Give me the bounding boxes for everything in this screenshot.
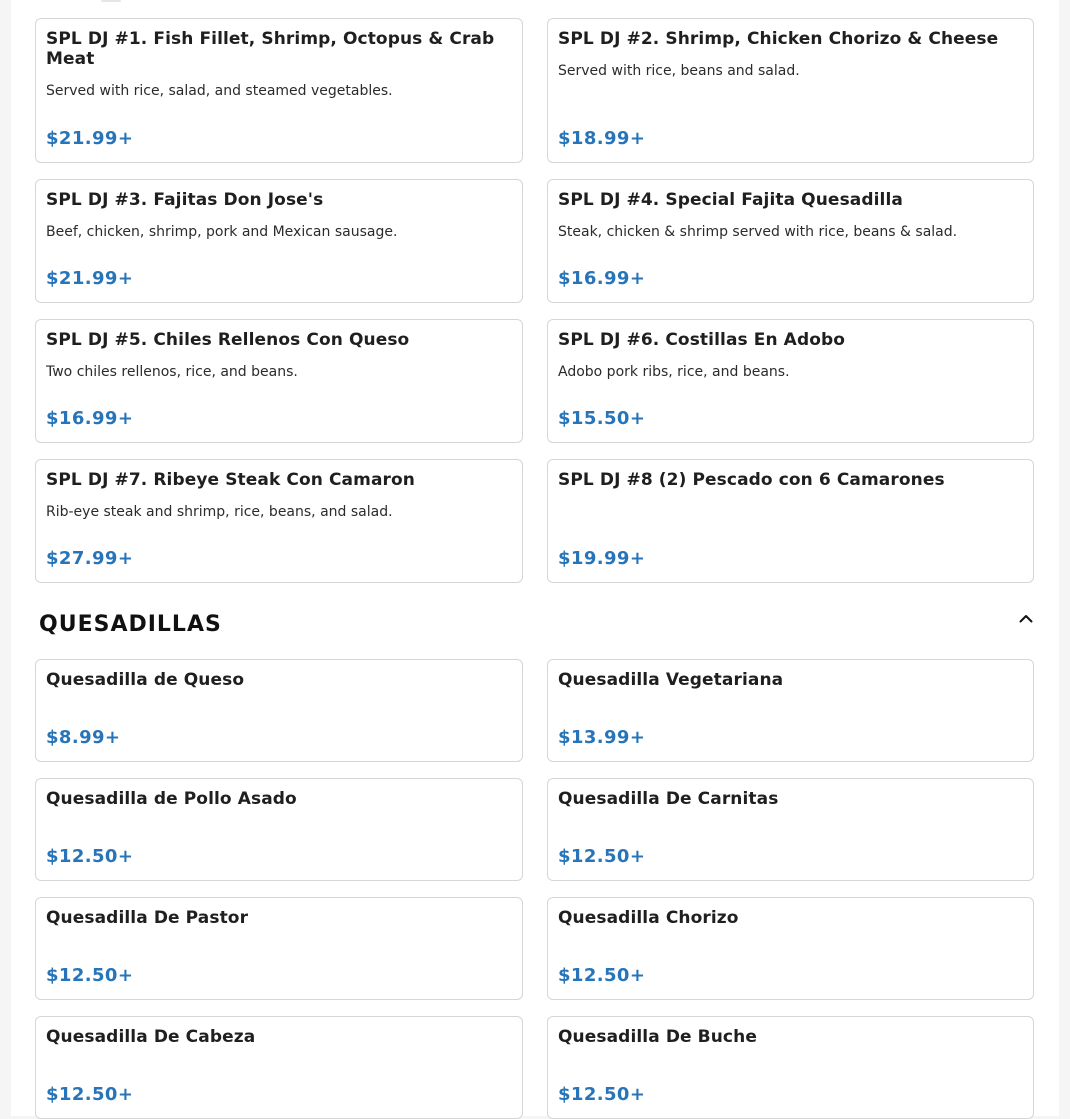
menu-item-card[interactable]	[35, 179, 523, 303]
item-price: $12.50+	[558, 1084, 646, 1105]
item-price: $16.99+	[558, 268, 646, 289]
item-title: Quesadilla De Buche	[558, 1027, 757, 1047]
menu-item-card[interactable]	[35, 778, 523, 881]
item-description: Two chiles rellenos, rice, and beans.	[46, 364, 298, 380]
item-title: SPL DJ #5. Chiles Rellenos Con Queso	[46, 330, 410, 350]
item-price: $16.99+	[46, 408, 134, 429]
item-title: SPL DJ #1. Fish Fillet, Shrimp, Octopus & Crab Meat	[46, 29, 495, 69]
item-title: Quesadilla De Pastor	[46, 908, 249, 928]
menu-item-card[interactable]	[35, 659, 523, 762]
item-price: $12.50+	[46, 1084, 134, 1105]
item-title: Quesadilla De Cabeza	[46, 1027, 256, 1047]
menu-item-card[interactable]	[547, 18, 1034, 163]
item-description: Adobo pork ribs, rice, and beans.	[558, 364, 790, 380]
item-price: $21.99+	[46, 268, 134, 289]
scrolled-content-edge	[101, 0, 121, 2]
item-title: Quesadilla Vegetariana	[558, 670, 784, 690]
item-description: Served with rice, salad, and steamed vegetables.	[46, 83, 393, 99]
menu-item-card[interactable]	[35, 18, 523, 163]
menu-item-card[interactable]	[35, 1016, 523, 1119]
item-price: $27.99+	[46, 548, 134, 569]
item-price: $8.99+	[46, 727, 121, 748]
quesadillas-section-header[interactable]	[39, 606, 1034, 642]
quesadillas-grid	[35, 659, 1034, 1119]
menu-item-card[interactable]	[547, 659, 1034, 762]
item-price: $21.99+	[46, 128, 134, 149]
item-title: SPL DJ #6. Costillas En Adobo	[558, 330, 846, 350]
item-price: $12.50+	[558, 965, 646, 986]
item-price: $15.50+	[558, 408, 646, 429]
menu-page	[11, 0, 1059, 1116]
item-price: $19.99+	[558, 548, 646, 569]
menu-item-card[interactable]	[547, 778, 1034, 881]
menu-item-card[interactable]	[35, 459, 523, 583]
item-description: Rib-eye steak and shrimp, rice, beans, and salad.	[46, 504, 393, 520]
item-title: SPL DJ #4. Special Fajita Quesadilla	[558, 190, 903, 210]
item-title: SPL DJ #2. Shrimp, Chicken Chorizo & Cheese	[558, 29, 999, 49]
specials-grid	[35, 18, 1034, 583]
menu-item-card[interactable]	[547, 179, 1034, 303]
item-description: Steak, chicken & shrimp served with rice, beans & salad.	[558, 224, 958, 240]
menu-item-card[interactable]	[547, 459, 1034, 583]
item-description: Beef, chicken, shrimp, pork and Mexican sausage.	[46, 224, 398, 240]
item-price: $13.99+	[558, 727, 646, 748]
item-price: $12.50+	[46, 846, 134, 867]
menu-item-card[interactable]	[547, 319, 1034, 443]
item-price: $12.50+	[46, 965, 134, 986]
chevron-up-icon[interactable]	[1016, 608, 1036, 628]
item-description: Served with rice, beans and salad.	[558, 63, 800, 79]
menu-item-card[interactable]	[547, 1016, 1034, 1119]
menu-item-card[interactable]	[547, 897, 1034, 1000]
item-price: $12.50+	[558, 846, 646, 867]
item-title: SPL DJ #7. Ribeye Steak Con Camaron	[46, 470, 415, 490]
item-title: Quesadilla De Carnitas	[558, 789, 779, 809]
item-title: Quesadilla Chorizo	[558, 908, 739, 928]
item-price: $18.99+	[558, 128, 646, 149]
section-title: QUESADILLAS	[39, 611, 222, 637]
item-title: SPL DJ #3. Fajitas Don Jose's	[46, 190, 324, 210]
menu-item-card[interactable]	[35, 319, 523, 443]
item-title: SPL DJ #8 (2) Pescado con 6 Camarones	[558, 470, 945, 490]
item-title: Quesadilla de Queso	[46, 670, 245, 690]
item-title: Quesadilla de Pollo Asado	[46, 789, 297, 809]
menu-item-card[interactable]	[35, 897, 523, 1000]
